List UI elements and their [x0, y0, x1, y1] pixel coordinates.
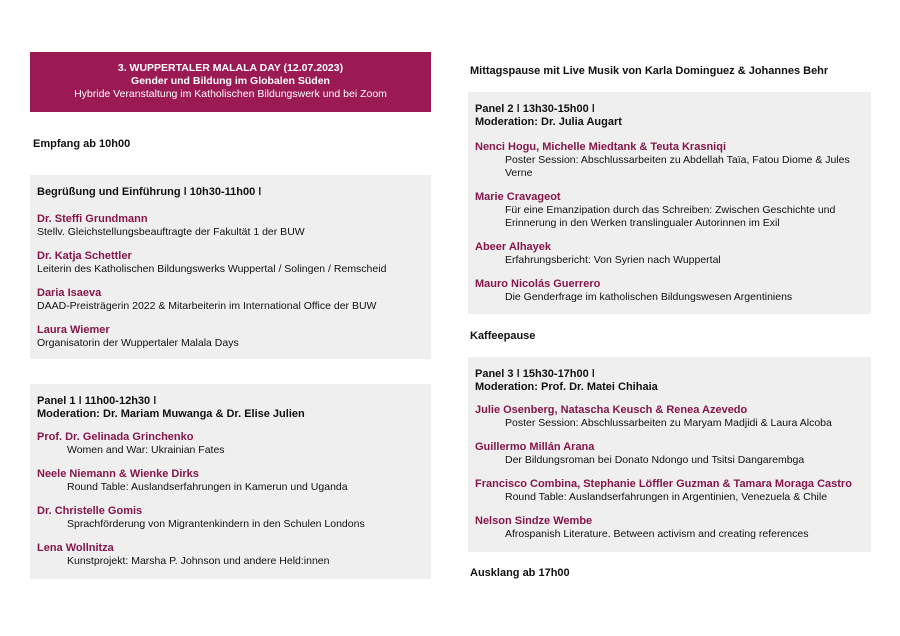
speaker-name: Dr. Katja Schettler	[37, 250, 132, 262]
speaker-name: Dr. Steffi Grundmann	[37, 213, 148, 225]
talk-title: Poster Session: Abschlussarbeiten zu Maryam Madjidi & Laura Alcoba	[505, 417, 832, 429]
speaker-name: Laura Wiemer	[37, 324, 110, 336]
mittagspause-label: Mittagspause mit Live Musik von Karla Dominguez & Johannes Behr	[470, 65, 829, 77]
list-item	[475, 478, 871, 504]
list-item	[37, 213, 431, 239]
list-item	[37, 324, 431, 350]
list-item	[37, 250, 431, 276]
panel1-section	[30, 384, 431, 579]
speaker-name: Guillermo Millán Arana	[475, 441, 595, 453]
list-item	[37, 468, 431, 494]
header-venue: Hybride Veranstaltung im Katholischen Bildungswerk und bei Zoom	[74, 88, 387, 100]
list-item	[37, 431, 431, 457]
panel3-moderation: Moderation: Prof. Dr. Matei Chihaia	[475, 381, 658, 393]
list-item	[475, 278, 871, 304]
header-title: 3. WUPPERTALER MALALA DAY (12.07.2023)	[117, 62, 344, 74]
speaker-role: Organisatorin der Wuppertaler Malala Days	[37, 337, 239, 349]
list-item	[37, 542, 431, 568]
talk-title: Für eine Emanzipation durch das Schreiben: Zwischen Geschichte und Erinnerung in den Werken translingualer Autorinnen im Exil	[505, 204, 836, 229]
begruessung-section	[30, 175, 431, 359]
speaker-role: Stellv. Gleichstellungsbeauftragte der Fakultät 1 der BUW	[37, 226, 305, 238]
list-item	[475, 141, 871, 180]
talk-title: Afrospanish Literature. Between activism and creating references	[505, 528, 809, 540]
list-item	[475, 515, 871, 541]
panel2-moderation: Moderation: Dr. Julia Augart	[475, 116, 622, 128]
speaker-name: Francisco Combina, Stephanie Löffler Guzman & Tamara Moraga Castro	[475, 478, 852, 490]
panel2-title: Panel 2 ǀ 13h30-15h00 ǀ	[475, 103, 595, 115]
list-item	[37, 505, 431, 531]
ausklang-label: Ausklang ab 17h00	[470, 567, 570, 579]
list-item	[475, 241, 871, 267]
speaker-name: Dr. Christelle Gomis	[37, 505, 143, 517]
speaker-name: Nelson Sindze Wembe	[475, 515, 593, 527]
speaker-name: Neele Niemann & Wienke Dirks	[37, 468, 199, 480]
list-item	[37, 287, 431, 313]
header-subtitle: Gender und Bildung im Globalen Süden	[131, 75, 330, 87]
event-header	[30, 52, 431, 112]
speaker-name: Daria Isaeva	[37, 287, 102, 299]
speaker-name: Nenci Hogu, Michelle Miedtank & Teuta Krasniqi	[475, 141, 727, 153]
list-item	[475, 191, 871, 230]
speaker-name: Lena Wollnitza	[37, 542, 114, 554]
empfang-label: Empfang ab 10h00	[33, 138, 131, 150]
panel1-title: Panel 1 ǀ 11h00-12h30 ǀ	[37, 395, 157, 407]
panel1-moderation: Moderation: Dr. Mariam Muwanga & Dr. Elise Julien	[37, 408, 305, 420]
speaker-name: Marie Cravageot	[475, 191, 561, 203]
speaker-name: Prof. Dr. Gelinada Grinchenko	[37, 431, 194, 443]
panel3-title: Panel 3 ǀ 15h30-17h00 ǀ	[475, 368, 595, 380]
speaker-name: Julie Osenberg, Natascha Keusch & Renea Azevedo	[475, 404, 748, 416]
speaker-role: DAAD-Preisträgerin 2022 & Mitarbeiterin im International Office der BUW	[37, 300, 377, 312]
list-item	[475, 441, 871, 467]
talk-title: Kunstprojekt: Marsha P. Johnson und andere Held:innen	[67, 555, 330, 567]
talk-title: Women and War: Ukrainian Fates	[67, 444, 225, 456]
talk-title: Round Table: Auslandserfahrungen in Argentinien, Venezuela & Chile	[505, 491, 828, 503]
speaker-role: Leiterin des Katholischen Bildungswerks Wuppertal / Solingen / Remscheid	[37, 263, 387, 275]
begruessung-title: Begrüßung und Einführung ǀ 10h30-11h00 ǀ	[37, 186, 262, 198]
list-item	[475, 404, 871, 430]
panel2-section	[468, 92, 871, 314]
talk-title: Die Genderfrage im katholischen Bildungswesen Argentiniens	[505, 291, 793, 303]
panel3-section	[468, 357, 871, 552]
talk-title: Poster Session: Abschlussarbeiten zu Abdellah Taïa, Fatou Diome & Jules Verne	[505, 154, 850, 179]
talk-title: Sprachförderung von Migrantenkindern in den Schulen Londons	[67, 518, 365, 530]
talk-title: Der Bildungsroman bei Donato Ndongo und Tsitsi Dangarembga	[505, 454, 805, 466]
speaker-name: Abeer Alhayek	[475, 241, 552, 253]
kaffeepause-label: Kaffeepause	[470, 330, 536, 342]
speaker-name: Mauro Nicolás Guerrero	[475, 278, 601, 290]
talk-title: Erfahrungsbericht: Von Syrien nach Wuppertal	[505, 254, 721, 266]
talk-title: Round Table: Auslandserfahrungen in Kamerun und Uganda	[67, 481, 348, 493]
